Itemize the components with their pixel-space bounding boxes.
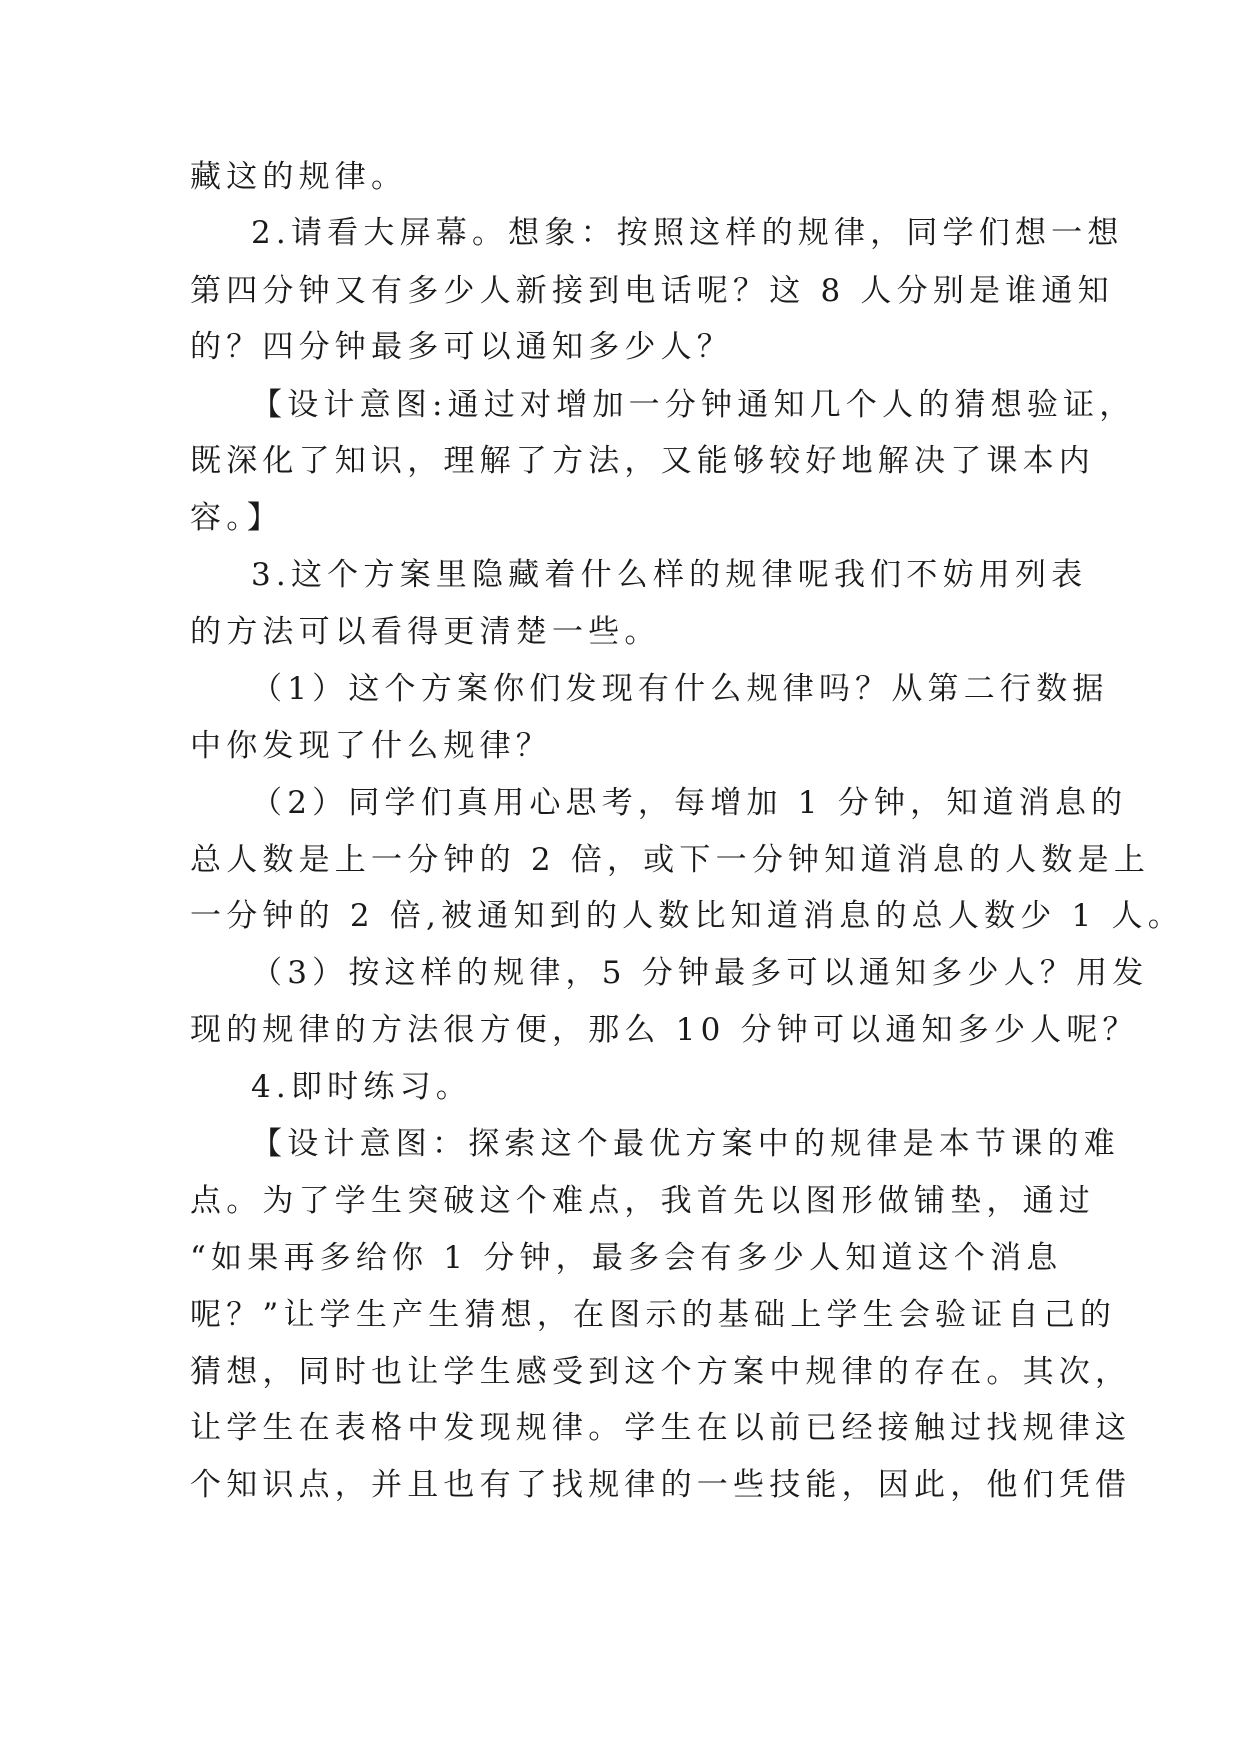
- text-line: （1）这个方案你们发现有什么规律吗？从第二行数据: [251, 671, 1109, 707]
- text-line: 【设计意图：探索这个最优方案中的规律是本节课的难: [251, 1126, 1120, 1162]
- text-line: 2.请看大屏幕。想象：按照这样的规律，同学们想一想: [251, 215, 1124, 251]
- text-line: 的方法可以看得更清楚一些。: [190, 614, 661, 650]
- text-line: 既深化了知识，理解了方法，又能够较好地解决了课本内: [190, 443, 1095, 479]
- text-line: “如果再多给你 1 分钟，最多会有多少人知道这个消息: [190, 1240, 1063, 1276]
- text-line: 3.这个方案里隐藏着什么样的规律呢我们不妨用列表: [251, 557, 1088, 593]
- text-line: （3）按这样的规律，5 分钟最多可以通知多少人？用发: [251, 955, 1149, 991]
- text-line: 总人数是上一分钟的 2 倍，或下一分钟知道消息的人数是上: [190, 842, 1151, 878]
- text-line: 个知识点，并且也有了找规律的一些技能，因此，他们凭借: [190, 1467, 1132, 1503]
- text-line: 4.即时练习。: [251, 1069, 472, 1105]
- text-line: 呢？”让学生产生猜想，在图示的基础上学生会验证自己的: [190, 1297, 1117, 1333]
- text-line: 中你发现了什么规律？: [190, 728, 552, 764]
- text-line: 的？四分钟最多可以通知多少人？: [190, 329, 733, 365]
- text-line: 现的规律的方法很方便，那么 10 分钟可以通知多少人呢？: [190, 1012, 1139, 1048]
- text-line: 猜想，同时也让学生感受到这个方案中规律的存在。其次，: [190, 1354, 1132, 1390]
- text-line: 【设计意图:通过对增加一分钟通知几个人的猜想验证，: [251, 387, 1136, 423]
- text-line: 藏这的规律。: [190, 159, 408, 195]
- text-line: 第四分钟又有多少人新接到电话呢？这 8 人分别是谁通知: [190, 273, 1114, 309]
- text-line: 点。为了学生突破这个难点，我首先以图形做铺垫，通过: [190, 1183, 1095, 1219]
- text-line: 容。】: [190, 500, 284, 536]
- text-line: 一分钟的 2 倍,被通知到的人数比知道消息的总人数少 1 人。: [190, 898, 1184, 934]
- text-line: 让学生在表格中发现规律。学生在以前已经接触过找规律这: [190, 1410, 1132, 1446]
- text-line: （2）同学们真用心思考，每增加 1 分钟，知道消息的: [251, 785, 1128, 821]
